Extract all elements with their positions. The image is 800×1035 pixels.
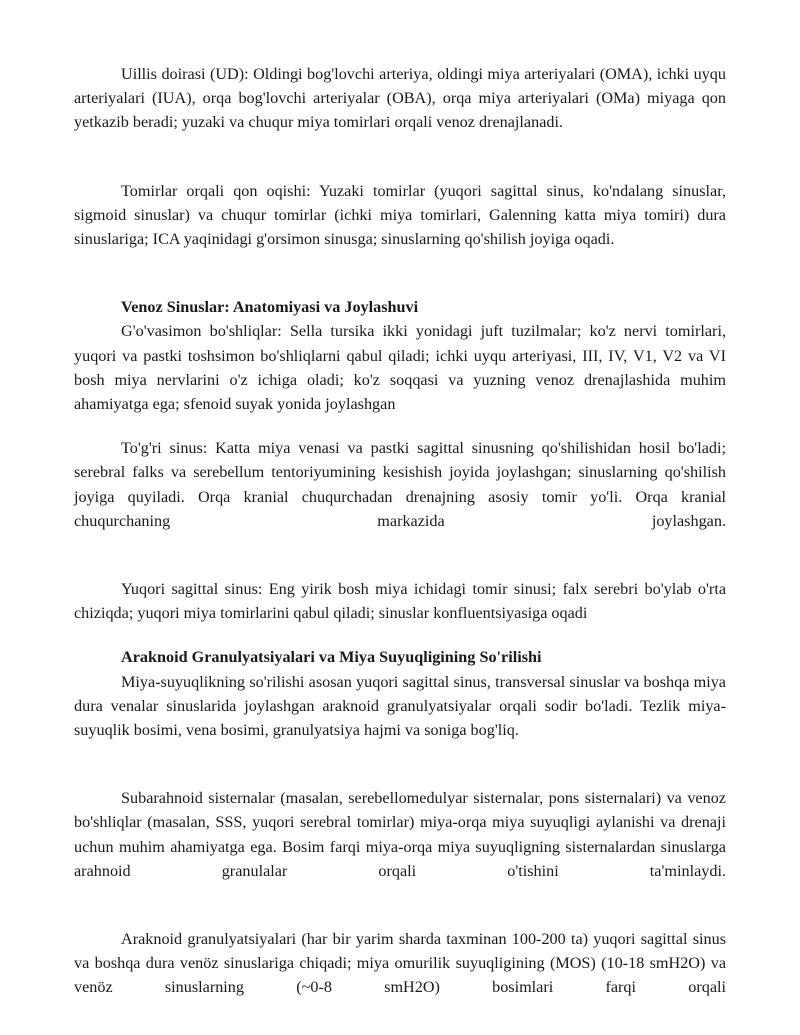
paragraph-willis-circle: Uillis doirasi (UD): Oldingi bog'lovchi arteriya, oldingi miya arteriyalari (OMA), ichki uyqu arteriyalari (IUA), orqa bog'lovchi arteriyalar (OBA), orqa miya arteriyalari (OMa) miyaga qon yetkazib beradi; yuzaki va chuqur miya tomirlari orqali venoz drenajlanadi. (74, 65, 726, 132)
document-page (74, 62, 726, 1000)
heading-venous-sinuses: Venoz Sinuslar: Anatomiyasi va Joylashuvi (121, 298, 419, 317)
paragraph-arachnoid-granulations-count: Araknoid granulyatsiyalari (har bir yarim sharda taxminan 100-200 ta) yuqori sagittal sinus va boshqa dura venöz sinuslariga chiqadi; miya omurilik suyuqligining (MOS) (10-18 smH2O) va venöz sinuslarning (~0-8 smH2O) bosimlari farqi orqali (74, 930, 726, 997)
paragraph-straight-sinus: To'g'ri sinus: Katta miya venasi va pastki sagittal sinusning qo'shilishidan hosil bo'ladi; serebral falks va serebellum tentoriyumining kesishish joyida joylashgan; sinuslarning qo'shilish joyiga quyiladi. Orqa kranial chuqurchadan drenajning asosiy tomir yo'li. Orqa kranial chuqurchaning markazida joylashgan. (74, 439, 726, 530)
paragraph-subarachnoid-cisterns: Subarahnoid sisternalar (masalan, serebellomedulyar sisternalar, pons sisternalari) va venoz bo'shliqlar (masalan, SSS, yuqori serebral tomirlar) miya-orqa miya suyuqligi aylanishi va drenaji uchun muhim ahamiyatga ega. Bosim farqi miya-orqa miya suyuqligning sisternalardan sinuslarga arahnoid granulalar orqali o'tishini ta'minlaydi. (74, 789, 726, 880)
paragraph-csf-absorption: Miya-suyuqlikning so'rilishi asosan yuqori sagittal sinus, transversal sinuslar va boshqa miya dura venalar sinuslarida joylashgan araknoid granulyatsiyalar orqali sodir bo'ladi. Tezlik miya-suyuqlik bosimi, vena bosimi, granulyatsiya hajmi va soniga bog'liq. (74, 672, 726, 740)
heading-arachnoid-granulations: Araknoid Granulyatsiyalari va Miya Suyuqligining So'rilishi (121, 648, 542, 667)
paragraph-cavernous-sinus: G'o'vasimon bo'shliqlar: Sella tursika ikki yonidagi juft tuzilmalar; ko'z nervi tomirlari, yuqori va pastki toshsimon bo'shliqlarni qabul qiladi; ichki uyqu arteriyasi, III, IV, V1, V2 va VI bosh miya nervlarini o'z ichiga oladi; ko'z soqqasi va yuzning venoz drenajlashida muhim ahamiyatga ega; sfenoid suyak yonida joylashgan (74, 322, 726, 414)
paragraph-superior-sagittal-sinus: Yuqori sagittal sinus: Eng yirik bosh miya ichidagi tomir sinusi; falx serebri bo'ylab o'rta chiziqda; yuqori miya tomirlarini qabul qiladi; sinuslar konfluentsiyasiga oqadi (74, 580, 726, 623)
paragraph-venous-flow: Tomirlar orqali qon oqishi: Yuzaki tomirlar (yuqori sagittal sinus, ko'ndalang sinuslar, sigmoid sinuslar) va chuqur tomirlar (ichki miya tomirlari, Galenning katta miya tomiri) dura sinuslariga; ICA yaqinidagi g'orsimon sinusga; sinuslarning qo'shilish joyiga oqadi. (74, 181, 726, 249)
